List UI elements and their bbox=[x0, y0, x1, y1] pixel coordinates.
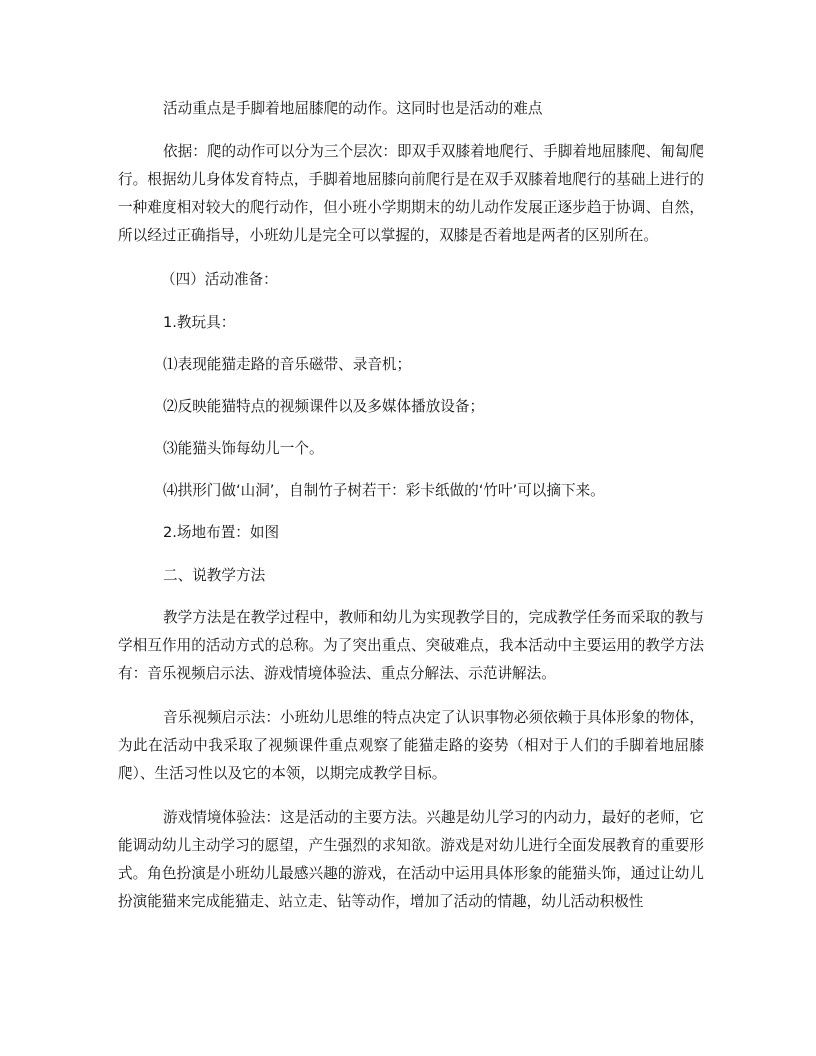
paragraph-key-point: 活动重点是手脚着地屈膝爬的动作。这同时也是活动的难点 bbox=[163, 100, 543, 117]
list-item-3: ⑶能猫头饰每幼儿一个。 bbox=[163, 440, 324, 457]
section-heading-teaching-methods: 二、说教学方法 bbox=[163, 567, 266, 584]
paragraph-game-situation-method: 游戏情境体验法：这是活动的主要方法。兴趣是幼儿学习的内动力，最好的老师，它能调动幼儿主动学习的愿望，产生强烈的求知欲。游戏是对幼儿进行全面发展教育的重要形式。角色扮演是小班幼儿最感兴趣的游戏，在活动中运用具体形象的能猫头饰，通过让幼儿扮演能猫来完成能猫走、站立走、钻等动作，增加了活动的情趣，幼儿活动积极性 bbox=[118, 809, 704, 910]
list-item-1: ⑴表现能猫走路的音乐磁带、录音机； bbox=[163, 356, 412, 373]
paragraph-basis: 依据：爬的动作可以分为三个层次：即双手双膝着地爬行、手脚着地屈膝爬、匍匐爬行。根据幼儿身体发育特点，手脚着地屈膝向前爬行是在双手双膝着地爬行的基础上进行的一种难度相对较大的爬行动作，但小班小学期期末的幼儿动作发展正逐步趋于协调、自然，所以经过正确指导，小班幼儿是完全可以掌握的，双膝是否着地是两者的区别所在。 bbox=[118, 143, 704, 244]
item-teaching-toys: 1.教玩具： bbox=[163, 314, 236, 331]
item-venue-layout: 2.场地布置：如图 bbox=[163, 524, 280, 541]
paragraph-music-video-method: 音乐视频启示法：小班幼儿思维的特点决定了认识事物必须依赖于具体形象的物体，为此在活动中我采取了视频课件重点观察了能猫走路的姿势（相对于人们的手脚着地屈膝爬）、生活习性以及它的本领，以期完成教学目标。 bbox=[118, 709, 704, 782]
heading-activity-preparation: （四）活动准备： bbox=[161, 271, 278, 288]
list-item-4: ⑷拱形门做‘山洞’，自制竹子树若干：彩卡纸做的‘竹叶’可以摘下来。 bbox=[163, 482, 605, 499]
paragraph-teaching-methods: 教学方法是在教学过程中，教师和幼儿为实现教学目的，完成教学任务而采取的教与学相互作用的活动方式的总称。为了突出重点、突破难点，我本活动中主要运用的教学方法有：音乐视频启示法、游戏情境体验法、重点分解法、示范讲解法。 bbox=[118, 609, 704, 682]
list-item-2: ⑵反映能猫特点的视频课件以及多媒体播放设备； bbox=[163, 398, 485, 415]
